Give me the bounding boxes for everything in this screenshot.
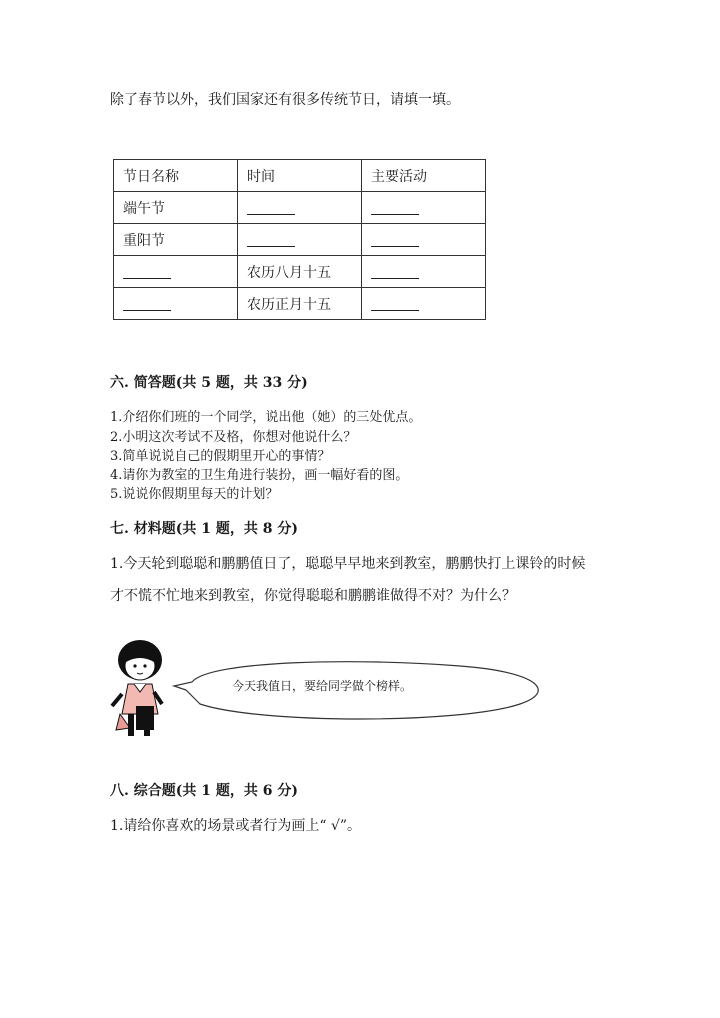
fill-in-blank[interactable] xyxy=(371,296,419,311)
girl-figure-icon xyxy=(112,640,162,736)
section7-question-line2: 才不慌不忙地来到教室，你觉得聪聪和鹏鹏谁做得不对？为什么？ xyxy=(110,588,516,604)
fill-in-blank[interactable] xyxy=(123,264,171,279)
table-cell: 端午节 xyxy=(114,192,238,224)
table-cell: 重阳节 xyxy=(114,224,238,256)
table-row xyxy=(114,224,486,256)
section7-title: 七. 材料题(共 1 题，共 8 分) xyxy=(110,521,298,537)
fill-in-blank[interactable] xyxy=(247,200,295,215)
section8-item-1: 1.请给你喜欢的场景或者行为画上“ √”。 xyxy=(110,818,362,834)
section6-item-4: 4.请你为教室的卫生角进行装扮，画一幅好看的图。 xyxy=(110,468,409,483)
blank-cell xyxy=(362,192,486,224)
table-header-cell: 主要活动 xyxy=(362,160,486,192)
table-header-cell: 时间 xyxy=(238,160,362,192)
girl-speech-illustration xyxy=(100,632,560,747)
table-row xyxy=(114,288,486,320)
section6-item-5: 5.说说你假期里每天的计划？ xyxy=(110,487,279,502)
table-cell: 农历八月十五 xyxy=(238,256,362,288)
table-row xyxy=(114,256,486,288)
fill-in-blank[interactable] xyxy=(123,296,171,311)
festival-table xyxy=(113,159,486,320)
fill-in-blank[interactable] xyxy=(247,232,295,247)
intro-text: 除了春节以外，我们国家还有很多传统节日，请填一填。 xyxy=(110,92,460,108)
section6-item-3: 3.简单说说自己的假期里开心的事情？ xyxy=(110,449,331,464)
table-header-cell: 节日名称 xyxy=(114,160,238,192)
blank-cell xyxy=(114,256,238,288)
section6-item-1: 1.介绍你们班的一个同学，说出他（她）的三处优点。 xyxy=(110,410,422,425)
table-header-row xyxy=(114,160,486,192)
table-row xyxy=(114,192,486,224)
blank-cell xyxy=(362,256,486,288)
section7-question-line1: 1.今天轮到聪聪和鹏鹏值日了，聪聪早早地来到教室，鹏鹏快打上课铃的时候 xyxy=(110,556,586,572)
fill-in-blank[interactable] xyxy=(371,264,419,279)
blank-cell xyxy=(238,192,362,224)
blank-cell xyxy=(238,224,362,256)
section6-item-2: 2.小明这次考试不及格，你想对他说什么？ xyxy=(110,430,357,445)
table-cell: 农历正月十五 xyxy=(238,288,362,320)
section8-title: 八. 综合题(共 1 题，共 6 分) xyxy=(110,783,298,799)
speech-text: 今天我值日，要给同学做个榜样。 xyxy=(232,679,413,693)
fill-in-blank[interactable] xyxy=(371,232,419,247)
blank-cell xyxy=(362,288,486,320)
fill-in-blank[interactable] xyxy=(371,200,419,215)
blank-cell xyxy=(114,288,238,320)
section6-title: 六. 简答题(共 5 题，共 33 分) xyxy=(110,375,308,391)
blank-cell xyxy=(362,224,486,256)
